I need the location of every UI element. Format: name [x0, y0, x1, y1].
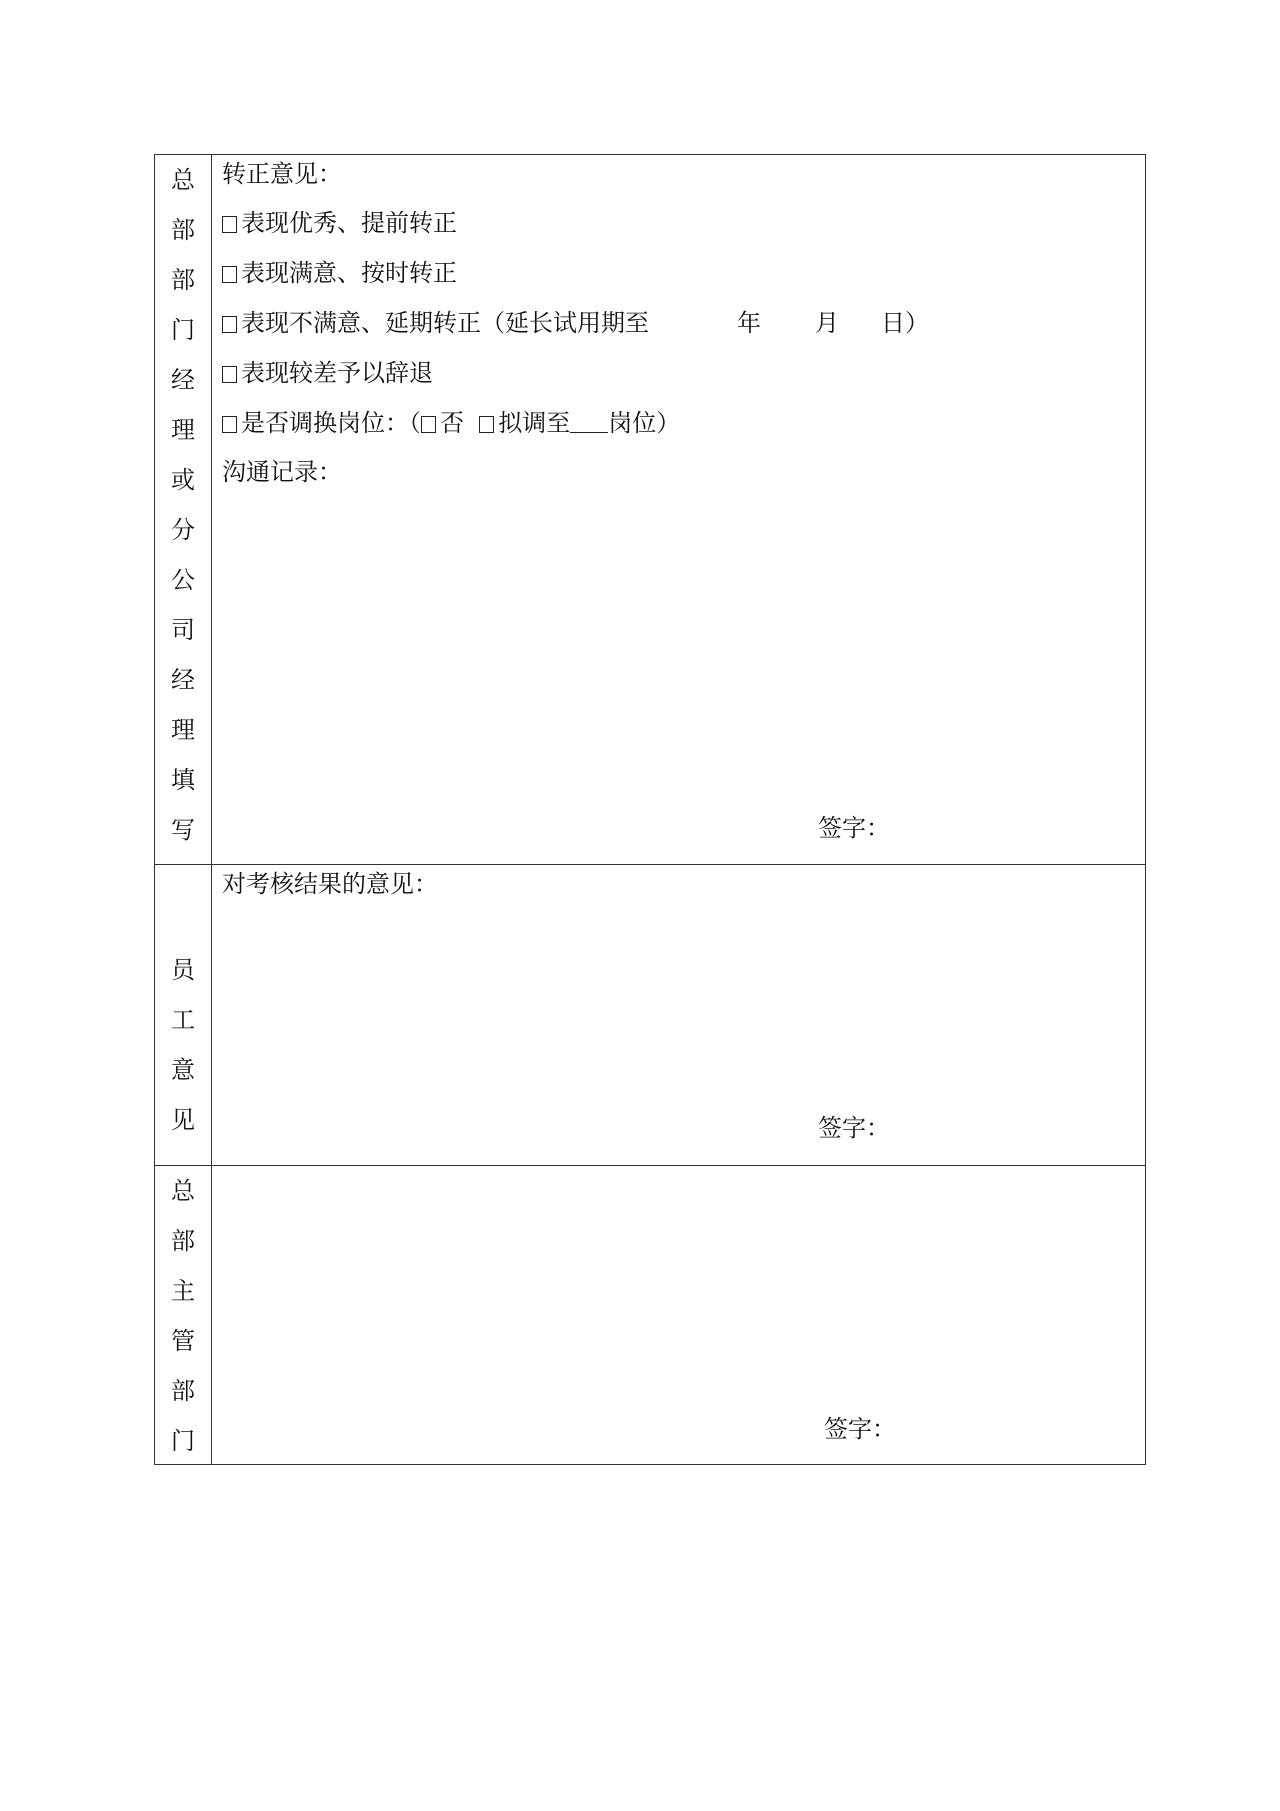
label-char: 见: [171, 1106, 195, 1134]
manager-signature[interactable]: 签字：: [818, 814, 890, 842]
checkbox[interactable]: [222, 366, 237, 383]
checkbox[interactable]: [222, 416, 237, 433]
label-char: 理: [171, 716, 195, 744]
label-char: 分: [171, 516, 195, 544]
option-extend-probation[interactable]: 表现不满意、延期转正（延长试用期至 年 月 日）: [222, 308, 929, 338]
section-title: 对考核结果的意见：: [222, 870, 438, 898]
communication-record-label: 沟通记录：: [222, 458, 342, 486]
label-char: 总: [171, 166, 195, 194]
label-char: 部: [171, 216, 195, 244]
date-year: 年: [737, 309, 761, 337]
label-char: 司: [171, 616, 195, 644]
label-char: 经: [171, 366, 195, 394]
checkbox-no[interactable]: [421, 416, 436, 433]
label-char: 写: [171, 816, 195, 844]
date-day: 日）: [881, 309, 929, 337]
label-char: 意: [171, 1056, 195, 1084]
employee-opinion-label: [155, 865, 212, 1165]
label-char: 理: [171, 416, 195, 444]
label-char: 员: [171, 956, 195, 984]
label-char: 主: [171, 1277, 195, 1305]
option-excellent[interactable]: 表现优秀、提前转正: [222, 208, 457, 238]
label-char: 门: [171, 1427, 195, 1455]
label-char: 部: [171, 1227, 195, 1255]
option-dismiss[interactable]: 表现较差予以辞退: [222, 358, 433, 388]
section-title: 转正意见：: [222, 160, 342, 188]
employee-opinion-row: [155, 865, 1145, 1166]
label-char: 填: [171, 766, 195, 794]
label-char: 部: [171, 1377, 195, 1405]
checkbox[interactable]: [222, 266, 237, 283]
position-blank[interactable]: [570, 410, 608, 433]
hq-department-content: [212, 1166, 1145, 1464]
hq-department-label: [155, 1166, 212, 1464]
manager-opinion-label: [155, 155, 212, 864]
label-char: 总: [171, 1177, 195, 1205]
label-char: 或: [171, 466, 195, 494]
label-char: 门: [171, 316, 195, 344]
checkbox[interactable]: [222, 316, 237, 333]
probation-review-form: [154, 154, 1146, 1465]
label-char: 经: [171, 666, 195, 694]
hq-department-row: [155, 1166, 1145, 1464]
option-satisfied[interactable]: 表现满意、按时转正: [222, 258, 457, 288]
checkbox[interactable]: [222, 216, 237, 233]
option-transfer[interactable]: 是否调换岗位：（ 否 拟调至 岗位）: [222, 408, 680, 438]
label-char: 公: [171, 566, 195, 594]
manager-opinion-content: [212, 155, 1145, 864]
hq-signature[interactable]: 签字：: [824, 1415, 896, 1443]
employee-signature[interactable]: 签字：: [818, 1114, 890, 1142]
label-char: 工: [171, 1006, 195, 1034]
label-char: 部: [171, 266, 195, 294]
checkbox-transfer-to[interactable]: [479, 416, 494, 433]
manager-opinion-row: [155, 155, 1145, 865]
employee-opinion-content: [212, 865, 1145, 1165]
date-month: 月: [815, 309, 839, 337]
label-char: 管: [171, 1327, 195, 1355]
